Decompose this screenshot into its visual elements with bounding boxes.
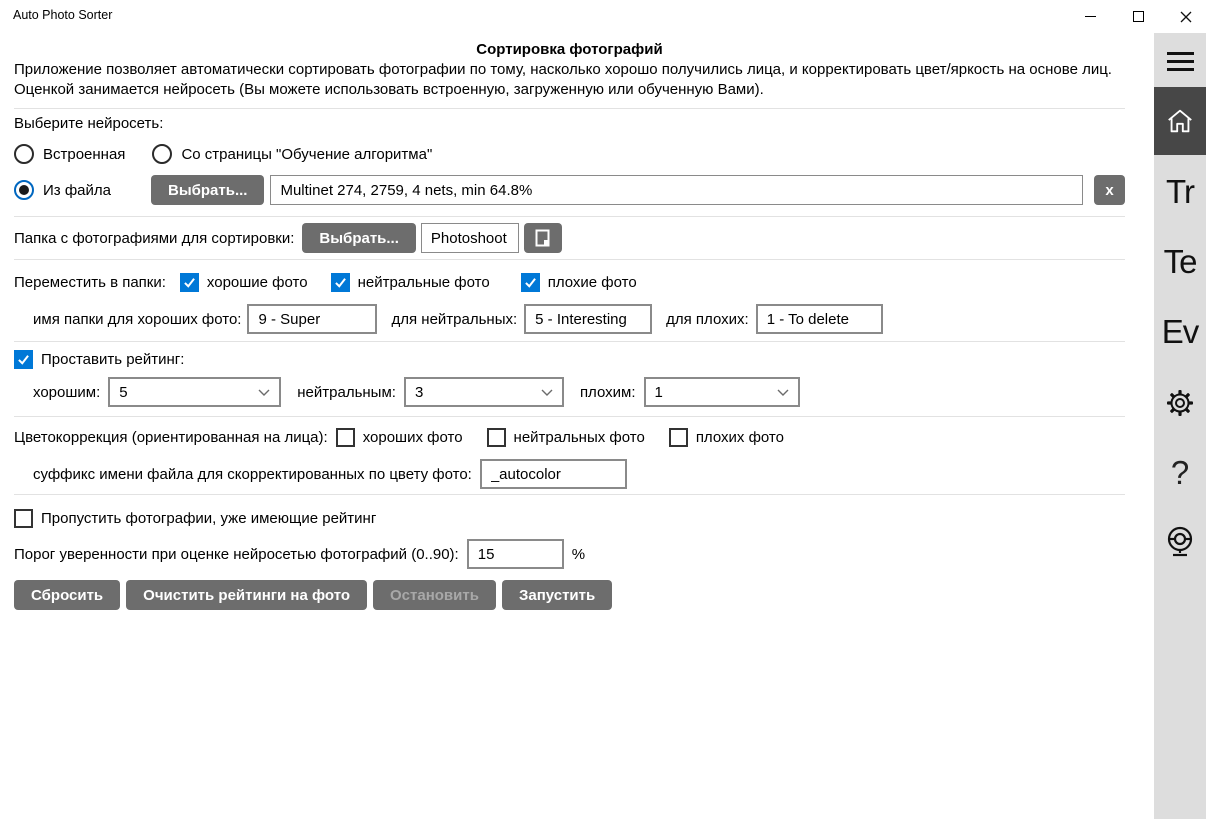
section-color-correction [14, 416, 1125, 494]
rating-neutral-label: нейтральным: [297, 383, 396, 401]
reset-button[interactable]: Сбросить [14, 580, 120, 610]
radio-from-file-label[interactable]: Из файла [43, 181, 111, 199]
sidebar-item-training[interactable]: Tr [1166, 173, 1194, 210]
minimize-button[interactable] [1082, 9, 1098, 25]
section-options [14, 494, 1125, 610]
home-icon [1165, 106, 1195, 136]
radio-from-file-network[interactable] [14, 180, 34, 200]
checkbox-color-good[interactable] [336, 428, 355, 447]
page-title: Сортировка фотографий [476, 41, 663, 58]
checkbox-move-neutral-label[interactable]: нейтральные фото [357, 274, 490, 291]
rating-good-select[interactable] [108, 377, 281, 407]
sidebar [1154, 33, 1206, 819]
check-icon [16, 352, 31, 367]
webcam-icon [1162, 524, 1198, 562]
stop-button[interactable]: Остановить [373, 580, 496, 610]
checkbox-set-rating[interactable] [14, 350, 33, 369]
network-section-label: Выберите нейросеть: [14, 115, 164, 132]
checkbox-skip-rated-label[interactable]: Пропустить фотографии, уже имеющие рейтинг [41, 510, 377, 527]
hamburger-icon [1167, 52, 1194, 55]
choose-network-file-button[interactable]: Выбрать... [151, 175, 264, 205]
section-move [14, 259, 1125, 341]
network-file-input[interactable] [270, 175, 1083, 205]
checkbox-move-neutral[interactable] [331, 273, 350, 292]
sidebar-item-webcam[interactable] [1154, 521, 1206, 565]
threshold-unit: % [571, 545, 586, 563]
radio-builtin-label[interactable]: Встроенная [43, 145, 126, 163]
checkbox-color-neutral[interactable] [487, 428, 506, 447]
rating-neutral-value: 3 [414, 383, 424, 401]
sidebar-item-evaluation[interactable]: Ev [1161, 313, 1199, 350]
checkbox-set-rating-label[interactable]: Проставить рейтинг: [41, 351, 185, 368]
checkbox-move-good-label[interactable]: хорошие фото [206, 274, 308, 291]
window-title: Auto Photo Sorter [13, 8, 113, 22]
good-folder-label: имя папки для хороших фото: [33, 310, 242, 328]
start-button[interactable]: Запустить [502, 580, 612, 610]
move-section-label: Переместить в папки: [14, 274, 166, 291]
help-icon: ? [1170, 454, 1190, 491]
sidebar-item-settings[interactable] [1154, 383, 1206, 423]
bad-folder-label: для плохих: [666, 310, 749, 328]
action-buttons [14, 580, 1125, 610]
folder-input[interactable] [421, 223, 519, 253]
main-content [0, 33, 1154, 610]
section-rating [14, 341, 1125, 416]
choose-folder-button[interactable]: Выбрать... [302, 223, 415, 253]
radio-builtin-network[interactable] [14, 144, 34, 164]
open-folder-icon [535, 229, 550, 247]
open-folder-button[interactable] [524, 223, 562, 253]
checkbox-move-good[interactable] [180, 273, 199, 292]
radio-training-page-network[interactable] [152, 144, 172, 164]
neutral-folder-input[interactable] [524, 304, 652, 334]
radio-training-page-label[interactable]: Со страницы "Обучение алгоритма" [181, 145, 433, 163]
checkbox-color-neutral-label[interactable]: нейтральных фото [513, 429, 645, 446]
checkbox-move-bad-label[interactable]: плохие фото [547, 274, 637, 291]
close-icon [1180, 11, 1192, 23]
section-folder [14, 216, 1125, 259]
chevron-down-icon [258, 389, 270, 396]
checkbox-move-bad[interactable] [521, 273, 540, 292]
neutral-folder-label: для нейтральных: [391, 310, 518, 328]
chevron-down-icon [777, 389, 789, 396]
threshold-label: Порог уверенности при оценке нейросетью фотографий (0..90): [14, 545, 459, 563]
check-icon [333, 275, 348, 290]
color-section-label: Цветокоррекция (ориентированная на лица): [14, 429, 328, 446]
threshold-input[interactable] [467, 539, 564, 569]
gear-icon [1164, 387, 1196, 419]
title-bar [0, 0, 1206, 33]
description-line-2: Оценкой занимается нейросеть (Вы можете использовать встроенную, загруженную или обученную Вами). [14, 81, 764, 98]
chevron-down-icon [541, 389, 553, 396]
description-line-1: Приложение позволяет автоматически сортировать фотографии по тому, насколько хорошо получились лица, и корректировать цвет/яркость на основе лиц. [14, 61, 1112, 78]
maximize-icon [1133, 11, 1144, 22]
rating-bad-value: 1 [654, 383, 663, 401]
window-controls [1082, 0, 1194, 33]
folder-section-label: Папка с фотографиями для сортировки: [14, 229, 295, 247]
checkbox-color-bad[interactable] [669, 428, 688, 447]
checkbox-skip-rated[interactable] [14, 509, 33, 528]
clear-ratings-button[interactable]: Очистить рейтинги на фото [126, 580, 367, 610]
sidebar-item-help[interactable] [1154, 453, 1206, 493]
sidebar-item-home-active[interactable] [1154, 87, 1206, 155]
checkbox-color-good-label[interactable]: хороших фото [362, 429, 463, 446]
suffix-label: суффикс имени файла для скорректированных по цвету фото: [33, 465, 472, 483]
clear-network-file-button[interactable]: x [1094, 175, 1125, 205]
maximize-button[interactable] [1130, 9, 1146, 25]
checkbox-color-bad-label[interactable]: плохих фото [695, 429, 784, 446]
close-button[interactable] [1178, 9, 1194, 25]
page-description [14, 60, 1125, 100]
sidebar-item-testing[interactable]: Te [1163, 243, 1197, 280]
check-icon [182, 275, 197, 290]
rating-neutral-select[interactable] [404, 377, 564, 407]
section-network [14, 108, 1125, 216]
rating-good-label: хорошим: [33, 383, 101, 401]
menu-button[interactable] [1154, 45, 1206, 77]
check-icon [523, 275, 538, 290]
rating-good-value: 5 [119, 383, 128, 401]
bad-folder-input[interactable] [756, 304, 883, 334]
minimize-icon [1085, 16, 1096, 17]
suffix-input[interactable] [480, 459, 627, 489]
rating-bad-select[interactable] [644, 377, 800, 407]
good-folder-input[interactable] [247, 304, 377, 334]
rating-bad-label: плохим: [579, 383, 636, 401]
